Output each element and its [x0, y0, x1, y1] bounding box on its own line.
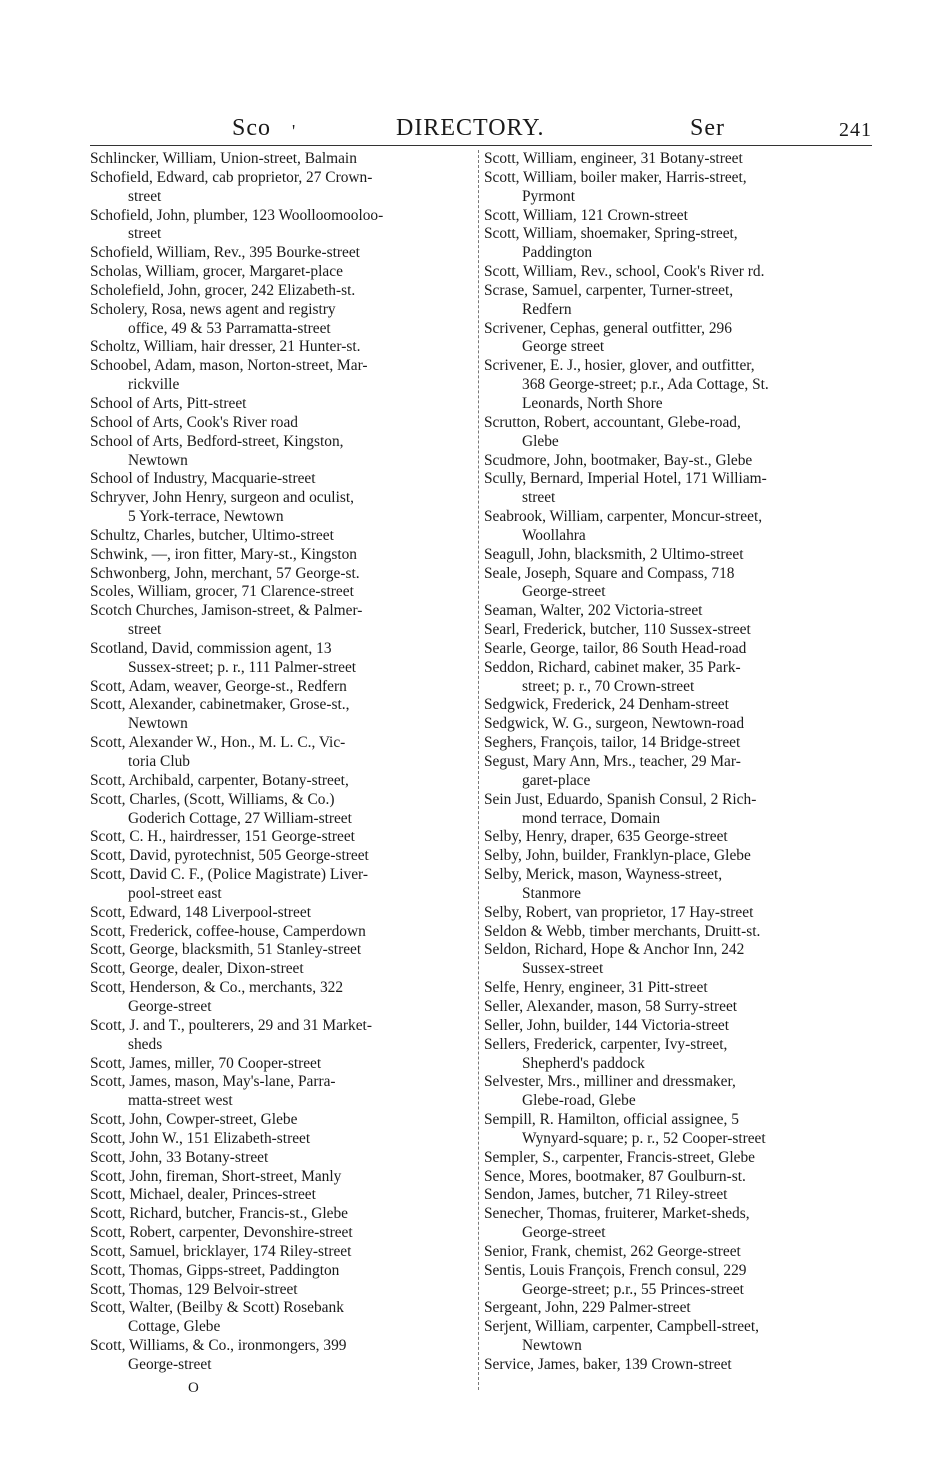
directory-entry [484, 1243, 868, 1262]
directory-entry [484, 470, 868, 508]
entry-line: Scott, John W., 151 Elizabeth-street [90, 1129, 311, 1147]
directory-entry [90, 1186, 474, 1205]
entry-line: Segust, Mary Ann, Mrs., teacher, 29 Mar- [484, 753, 741, 770]
directory-entry [484, 847, 868, 866]
entry-line: Scott, Michael, dealer, Princes-street [90, 1186, 316, 1204]
entry-line: Sellers, Frederick, carpenter, Ivy-street, [484, 1035, 728, 1053]
directory-entry [90, 301, 474, 339]
directory-entry [484, 998, 868, 1017]
entry-continuation: George-street [128, 1356, 212, 1373]
directory-entry [484, 150, 868, 169]
directory-entry [484, 282, 868, 320]
entry-line: Selfe, Henry, engineer, 31 Pitt-street [484, 979, 708, 997]
entry-line: Scully, Bernard, Imperial Hotel, 171 William- [484, 470, 767, 488]
directory-entry [90, 1168, 474, 1187]
right-column [484, 150, 868, 1375]
entry-line: Selby, Merick, mason, Wayness-street, [484, 866, 723, 884]
entry-line: Scott, John, 33 Botany-street [90, 1148, 269, 1166]
entry-continuation: street; p. r., 70 Crown-street [522, 677, 695, 695]
directory-entry [90, 1073, 474, 1111]
entry-line: Sence, Mores, bootmaker, 87 Goulburn-st. [484, 1167, 746, 1185]
directory-entry [90, 395, 474, 414]
directory-entry [484, 169, 868, 207]
entry-line: Seldon & Webb, timber merchants, Druitt-st. [484, 922, 761, 940]
directory-entry [90, 489, 474, 527]
directory-entry [484, 1168, 868, 1187]
directory-entry [90, 1205, 474, 1224]
entry-continuation: matta-street west [128, 1092, 233, 1110]
entry-continuation: 368 George-street; p.r., Ada Cottage, St. [522, 376, 769, 394]
directory-entry [90, 338, 474, 357]
directory-entry [484, 828, 868, 847]
entry-line: Scott, Williams, & Co., ironmongers, 399 [90, 1337, 347, 1355]
entry-continuation: Newtown [128, 451, 188, 469]
directory-entry [90, 847, 474, 866]
directory-entry [90, 1281, 474, 1300]
entry-continuation: sheds [128, 1035, 163, 1053]
entry-line: Seabrook, William, carpenter, Moncur-street, [484, 508, 763, 526]
entry-continuation: street [128, 621, 162, 639]
directory-entry [90, 1337, 474, 1375]
directory-entry [90, 1017, 474, 1055]
directory-entry [484, 1073, 868, 1111]
directory-entry [90, 979, 474, 1017]
entry-line: Schlincker, William, Union-street, Balmain [90, 150, 357, 167]
page-number: 241 [839, 119, 872, 141]
directory-entry [90, 678, 474, 697]
directory-entry [484, 1111, 868, 1149]
entry-line: Schoobel, Adam, mason, Norton-street, Mar- [90, 357, 368, 375]
entry-continuation: Pyrmont [522, 187, 576, 205]
directory-entry [484, 659, 868, 697]
directory-entry [484, 1017, 868, 1036]
directory-entry [484, 1205, 868, 1243]
directory-entry [90, 244, 474, 263]
entry-line: Scott, Archibald, carpenter, Botany-street, [90, 771, 349, 789]
entry-line: Scholtz, William, hair dresser, 21 Hunter-st. [90, 338, 361, 356]
directory-entry [484, 621, 868, 640]
entry-line: School of Arts, Pitt-street [90, 394, 247, 412]
directory-entry [90, 602, 474, 640]
entry-line: Sein Just, Eduardo, Spanish Consul, 2 Rich- [484, 790, 757, 808]
entry-continuation: Glebe-road, Glebe [522, 1092, 636, 1110]
entry-line: Searle, George, tailor, 86 South Head-road [484, 639, 747, 657]
entry-line: Schwonberg, John, merchant, 57 George-st. [90, 564, 360, 582]
directory-entry [90, 923, 474, 942]
directory-entry [484, 696, 868, 715]
directory-entry [484, 452, 868, 471]
directory-entry [90, 866, 474, 904]
entry-continuation: toria Club [128, 753, 190, 770]
entry-line: Scrivener, E. J., hosier, glover, and outfitter, [484, 357, 755, 375]
directory-entry [90, 414, 474, 433]
running-header [90, 108, 872, 142]
entry-line: Seller, John, builder, 144 Victoria-street [484, 1016, 730, 1034]
entry-line: Scott, William, engineer, 31 Botany-street [484, 150, 743, 167]
entry-line: Seldon, Richard, Hope & Anchor Inn, 242 [484, 941, 745, 959]
entry-line: Selby, Robert, van proprietor, 17 Hay-street [484, 903, 754, 921]
directory-entry [484, 1262, 868, 1300]
entry-continuation: Goderich Cottage, 27 William-street [128, 809, 352, 827]
entry-continuation: mond terrace, Domain [522, 809, 661, 827]
entry-line: Sedgwick, W. G., surgeon, Newtown-road [484, 715, 745, 733]
directory-entry [484, 546, 868, 565]
directory-entry [484, 508, 868, 546]
header-rule [90, 145, 872, 146]
directory-entry [90, 696, 474, 734]
directory-entry [484, 225, 868, 263]
entry-continuation: Cottage, Glebe [128, 1318, 221, 1336]
entry-continuation: Sussex-street [522, 960, 604, 978]
directory-entry [484, 1036, 868, 1074]
directory-entry [484, 414, 868, 452]
directory-entry [90, 1130, 474, 1149]
directory-entry [484, 1356, 868, 1375]
entry-line: Schultz, Charles, butcher, Ultimo-street [90, 526, 334, 544]
directory-entry [90, 734, 474, 772]
entry-continuation: street [522, 489, 556, 507]
entry-line: Scott, Robert, carpenter, Devonshire-street [90, 1224, 353, 1242]
entry-line: Seaman, Walter, 202 Victoria-street [484, 602, 703, 620]
directory-entry [484, 734, 868, 753]
entry-line: Sempill, R. Hamilton, official assignee, 5 [484, 1111, 739, 1129]
entry-continuation: Glebe [522, 432, 559, 450]
entry-line: Scott, Frederick, coffee-house, Camperdown [90, 922, 366, 940]
directory-entry [90, 263, 474, 282]
entry-line: Schofield, William, Rev., 395 Bourke-street [90, 244, 360, 262]
directory-entry [90, 150, 474, 169]
entry-continuation: George street [522, 338, 605, 356]
directory-entry [90, 772, 474, 791]
entry-line: Sentis, Louis François, French consul, 229 [484, 1261, 747, 1279]
entry-line: Seagull, John, blacksmith, 2 Ultimo-street [484, 545, 744, 563]
entry-continuation: rickville [128, 376, 180, 394]
directory-entry [484, 1318, 868, 1356]
directory-entry [90, 169, 474, 207]
entry-continuation: Sussex-street; p. r., 111 Palmer-street [128, 658, 357, 676]
directory-entry [484, 866, 868, 904]
entry-line: Scrase, Samuel, carpenter, Turner-street, [484, 281, 734, 299]
entry-line: Service, James, baker, 139 Crown-street [484, 1356, 732, 1373]
entry-continuation: pool-street east [128, 884, 222, 902]
entry-line: Scott, David C. F., (Police Magistrate) Liver- [90, 866, 368, 884]
directory-entry [484, 207, 868, 226]
entry-line: Sedgwick, Frederick, 24 Denham-street [484, 696, 729, 714]
directory-entry [90, 470, 474, 489]
entry-continuation: Wynyard-square; p. r., 52 Cooper-street [522, 1129, 766, 1147]
entry-continuation: George-street; p.r., 55 Princes-street [522, 1280, 744, 1298]
entry-line: Schofield, John, plumber, 123 Woolloomooloo- [90, 206, 384, 224]
header-right-guide: Ser [690, 115, 725, 141]
entry-continuation: Stanmore [522, 884, 581, 902]
entry-line: Scott, William, shoemaker, Spring-street, [484, 225, 738, 243]
entry-continuation: George-street [128, 997, 212, 1015]
directory-entry [484, 979, 868, 998]
entry-line: Serjent, William, carpenter, Campbell-street, [484, 1318, 759, 1336]
entry-line: Scott, Alexander, cabinetmaker, Grose-st., [90, 696, 350, 714]
entry-continuation: Shepherd's paddock [522, 1054, 645, 1072]
header-title: DIRECTORY. [396, 115, 545, 141]
directory-entry [484, 565, 868, 603]
entry-line: Sempler, S., carpenter, Francis-street, Glebe [484, 1148, 755, 1166]
entry-line: Scrutton, Robert, accountant, Glebe-road, [484, 413, 741, 431]
entry-line: Scott, Thomas, Gipps-street, Paddington [90, 1261, 340, 1279]
directory-entry [90, 1149, 474, 1168]
directory-entry [484, 357, 868, 414]
entry-line: Scott, William, Rev., school, Cook's River rd. [484, 263, 765, 281]
directory-entry [484, 602, 868, 621]
entry-continuation: office, 49 & 53 Parramatta-street [128, 319, 331, 337]
directory-entry [90, 828, 474, 847]
entry-line: Scott, Charles, (Scott, Williams, & Co.) [90, 790, 335, 808]
entry-line: Scott, C. H., hairdresser, 151 George-street [90, 828, 355, 846]
directory-entry [90, 546, 474, 565]
entry-line: Scott, William, 121 Crown-street [484, 206, 688, 224]
directory-entry [484, 1299, 868, 1318]
entry-line: Scott, George, dealer, Dixon-street [90, 960, 304, 978]
entry-line: Schwink, —, iron fitter, Mary-st., Kingston [90, 545, 357, 563]
entry-line: Scott, Alexander W., Hon., M. L. C., Vic- [90, 734, 346, 752]
header-left-guide: Sco [232, 115, 271, 141]
directory-entry [90, 527, 474, 546]
entry-line: Senecher, Thomas, fruiterer, Market-sheds, [484, 1205, 750, 1223]
entry-continuation: Woollahra [522, 526, 586, 544]
directory-entry [484, 1149, 868, 1168]
entry-line: Sendon, James, butcher, 71 Riley-street [484, 1186, 728, 1204]
directory-entry [484, 923, 868, 942]
directory-entry [484, 941, 868, 979]
directory-entry [90, 1224, 474, 1243]
directory-entry [90, 433, 474, 471]
entry-continuation: Newtown [128, 715, 188, 733]
entry-continuation: Paddington [522, 244, 593, 262]
entry-line: Searl, Frederick, butcher, 110 Sussex-street [484, 621, 751, 639]
header-mark: ' [292, 121, 297, 141]
directory-entry [90, 1299, 474, 1337]
entry-line: School of Arts, Bedford-street, Kingston, [90, 432, 344, 450]
directory-entry [90, 904, 474, 923]
entry-line: Senior, Frank, chemist, 262 George-street [484, 1242, 741, 1260]
entry-line: Schofield, Edward, cab proprietor, 27 Crown- [90, 168, 373, 186]
entry-line: Selvester, Mrs., milliner and dressmaker, [484, 1073, 736, 1091]
signature-mark: O [188, 1380, 199, 1396]
directory-entry [90, 1111, 474, 1130]
entry-continuation: 5 York-terrace, Newtown [128, 508, 284, 526]
entry-line: Scrivener, Cephas, general outfitter, 296 [484, 319, 732, 337]
entry-line: Seller, Alexander, mason, 58 Surry-street [484, 997, 738, 1015]
directory-entry [484, 1186, 868, 1205]
directory-entry [90, 207, 474, 245]
entry-line: Sergeant, John, 229 Palmer-street [484, 1299, 691, 1317]
entry-line: Scott, John, Cowper-street, Glebe [90, 1111, 298, 1129]
entry-line: Scott, J. and T., poulterers, 29 and 31 Market- [90, 1016, 372, 1034]
directory-entry [90, 960, 474, 979]
entry-line: Scott, Henderson, & Co., merchants, 322 [90, 979, 344, 997]
directory-entry [90, 1055, 474, 1074]
entry-line: Seale, Joseph, Square and Compass, 718 [484, 564, 735, 582]
left-column [90, 150, 474, 1375]
entry-continuation: George-street [522, 1224, 606, 1242]
entry-continuation: street [128, 225, 162, 243]
entry-line: Scott, James, mason, May's-lane, Parra- [90, 1073, 336, 1091]
entry-line: School of Industry, Macquarie-street [90, 470, 316, 488]
entry-continuation: Redfern [522, 300, 572, 318]
entry-continuation: garet-place [522, 771, 591, 789]
entry-line: Scotch Churches, Jamison-street, & Palmer- [90, 602, 363, 620]
entry-line: Scott, George, blacksmith, 51 Stanley-street [90, 941, 362, 959]
entry-line: Seghers, François, tailor, 14 Bridge-street [484, 734, 741, 752]
directory-entry [90, 357, 474, 395]
directory-entry [90, 282, 474, 301]
entry-continuation: Newtown [522, 1337, 582, 1355]
entry-line: Scholefield, John, grocer, 242 Elizabeth-st. [90, 281, 356, 299]
directory-entry [484, 263, 868, 282]
entry-line: Scudmore, John, bootmaker, Bay-st., Glebe [484, 451, 753, 469]
entry-line: Scott, David, pyrotechnist, 505 George-street [90, 847, 369, 865]
directory-entry [484, 904, 868, 923]
entry-continuation: George-street [522, 583, 606, 601]
entry-line: Scott, Richard, butcher, Francis-st., Glebe [90, 1205, 348, 1223]
entry-line: Selby, John, builder, Franklyn-place, Glebe [484, 847, 751, 865]
entry-line: Scott, Walter, (Beilby & Scott) Rosebank [90, 1299, 344, 1317]
directory-entry [90, 565, 474, 584]
entry-line: Scott, John, fireman, Short-street, Manly [90, 1167, 342, 1185]
entry-line: School of Arts, Cook's River road [90, 413, 298, 431]
entry-line: Scholas, William, grocer, Margaret-place [90, 263, 343, 281]
entry-line: Scott, William, boiler maker, Harris-street, [484, 168, 747, 186]
directory-entry [484, 715, 868, 734]
entry-continuation: Leonards, North Shore [522, 394, 663, 412]
entry-line: Seddon, Richard, cabinet maker, 35 Park- [484, 658, 741, 676]
entry-line: Selby, Henry, draper, 635 George-street [484, 828, 728, 846]
directory-entry [484, 640, 868, 659]
directory-entry [484, 753, 868, 791]
directory-entry [90, 791, 474, 829]
entry-line: Scotland, David, commission agent, 13 [90, 639, 332, 657]
column-divider [478, 150, 479, 1390]
directory-entry [90, 1262, 474, 1281]
entry-line: Scott, James, miller, 70 Cooper-street [90, 1054, 322, 1072]
directory-entry [90, 583, 474, 602]
entry-line: Scott, Edward, 148 Liverpool-street [90, 903, 311, 921]
entry-line: Schryver, John Henry, surgeon and oculist, [90, 489, 354, 507]
directory-entry [90, 941, 474, 960]
entry-line: Scholery, Rosa, news agent and registry [90, 300, 336, 318]
directory-entry [484, 320, 868, 358]
directory-entry [484, 791, 868, 829]
entry-continuation: street [128, 187, 162, 205]
entry-line: Scott, Samuel, bricklayer, 174 Riley-street [90, 1242, 352, 1260]
directory-entry [90, 1243, 474, 1262]
entry-line: Scoles, William, grocer, 71 Clarence-street [90, 583, 354, 601]
entry-line: Scott, Adam, weaver, George-st., Redfern [90, 677, 347, 695]
directory-entry [90, 640, 474, 678]
entry-line: Scott, Thomas, 129 Belvoir-street [90, 1280, 298, 1298]
